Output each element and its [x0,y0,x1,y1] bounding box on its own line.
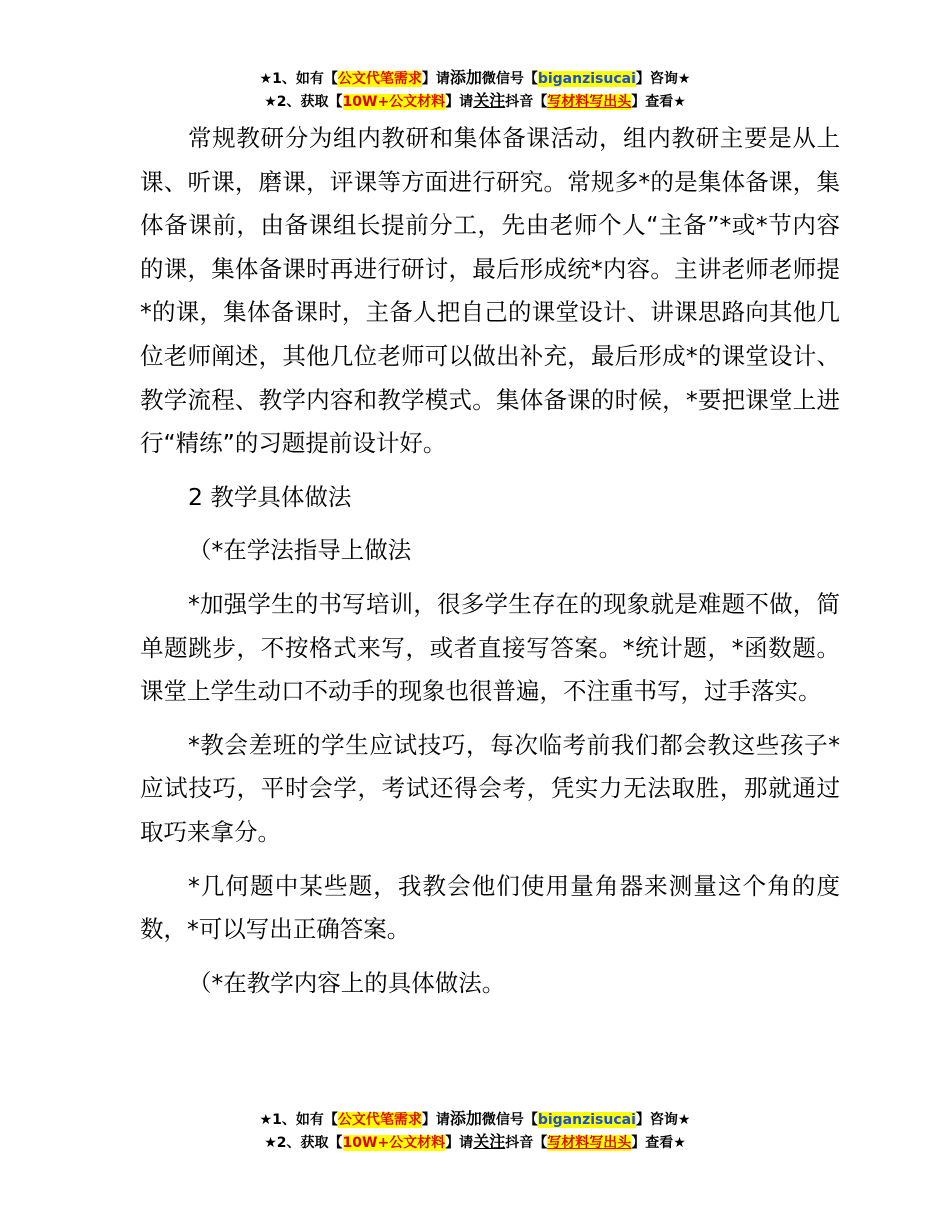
footer-banner [0,1107,950,1153]
footer-line-1-emph: 添加 [449,1109,482,1128]
header-line-2-suffix: 】查看★ [631,94,686,110]
footer-line-2-emph: 关注 [473,1132,506,1151]
footer-line-2 [0,1130,950,1153]
paragraph-writing-training: *加强学生的书写培训，很多学生存在的现象就是难题不做，简单题跳步，不按格式来写，或者直接写答案。*统计题，*函数题。课堂上学生动口不动手的现象也很普遍，不注重书写，过手落实。 [140,589,840,706]
paragraph-routine-research: 常规教研分为组内教研和集体备课活动，组内教研主要是从上课、听课，磨课，评课等方面进行研究。常规多*的是集体备课，集体备课前，由备课组长提前分工，先由老师个人“主备”*或*节内容的课，集体备课时再进行研讨，最后形成统*内容。主讲老师老师提*的课，集体备课时，主备人把自己的课堂设计、讲课思路向其他几位老师阐述，其他几位老师可以做出补充，最后形成*的课堂设计、教学流程、教学内容和教学模式。集体备课的时候，*要把课堂上进行“精练”的习题提前设计好。 [140,124,840,458]
header-line-2-middle: 】请 [445,94,474,110]
header-highlight-materials: 10W+公文材料 [342,94,446,110]
header-line-1-emph: 添加 [449,68,482,87]
footer-highlight-materials: 10W+公文材料 [342,1135,446,1151]
header-line-1-middle: 】请 [421,71,450,87]
header-line-2-middle2: 抖音【 [505,94,548,110]
header-line-2-emph: 关注 [473,91,506,110]
footer-line-1-suffix: 】咨询★ [635,1112,691,1128]
header-wechat-id: biganzisucai [537,71,636,87]
header-line-1-prefix: ★1、如有【 [259,71,338,87]
document-body [140,117,840,1005]
header-highlight-service: 公文代笔需求 [337,71,422,87]
header-line-1 [0,66,950,89]
footer-wechat-id: biganzisucai [537,1112,636,1128]
header-line-2 [0,89,950,112]
footer-line-1 [0,1107,950,1130]
footer-line-1-middle2: 微信号【 [481,1112,538,1128]
heading-teaching-practice: 2 教学具体做法 [188,482,352,511]
header-line-2-prefix: ★2、获取【 [264,94,343,110]
header-line-1-middle2: 微信号【 [481,71,538,87]
header-douyin-account: 写材料写出头 [547,94,632,110]
header-banner [0,66,950,112]
paragraph-geometry: *几何题中某些题，我教会他们使用量角器来测量这个角的度数，*可以写出正确答案。 [140,871,840,944]
footer-highlight-service: 公文代笔需求 [337,1112,422,1128]
footer-line-2-middle2: 抖音【 [505,1135,548,1151]
footer-line-2-middle: 】请 [445,1135,474,1151]
footer-line-2-suffix: 】查看★ [631,1135,686,1151]
paragraph-exam-skills: *教会差班的学生应试技巧，每次临考前我们都会教这些孩子*应试技巧，平时会学，考试还得会考，凭实力无法取胜，那就通过取巧来拿分。 [140,730,840,846]
header-line-1-suffix: 】咨询★ [635,71,691,87]
footer-line-1-prefix: ★1、如有【 [259,1112,338,1128]
subheading-teaching-content: （*在教学内容上的具体做法。 [188,968,506,997]
footer-line-2-prefix: ★2、获取【 [264,1135,343,1151]
footer-douyin-account: 写材料写出头 [547,1135,632,1151]
footer-line-1-middle: 】请 [421,1112,450,1128]
subheading-study-guidance: （*在学法指导上做法 [188,536,412,565]
